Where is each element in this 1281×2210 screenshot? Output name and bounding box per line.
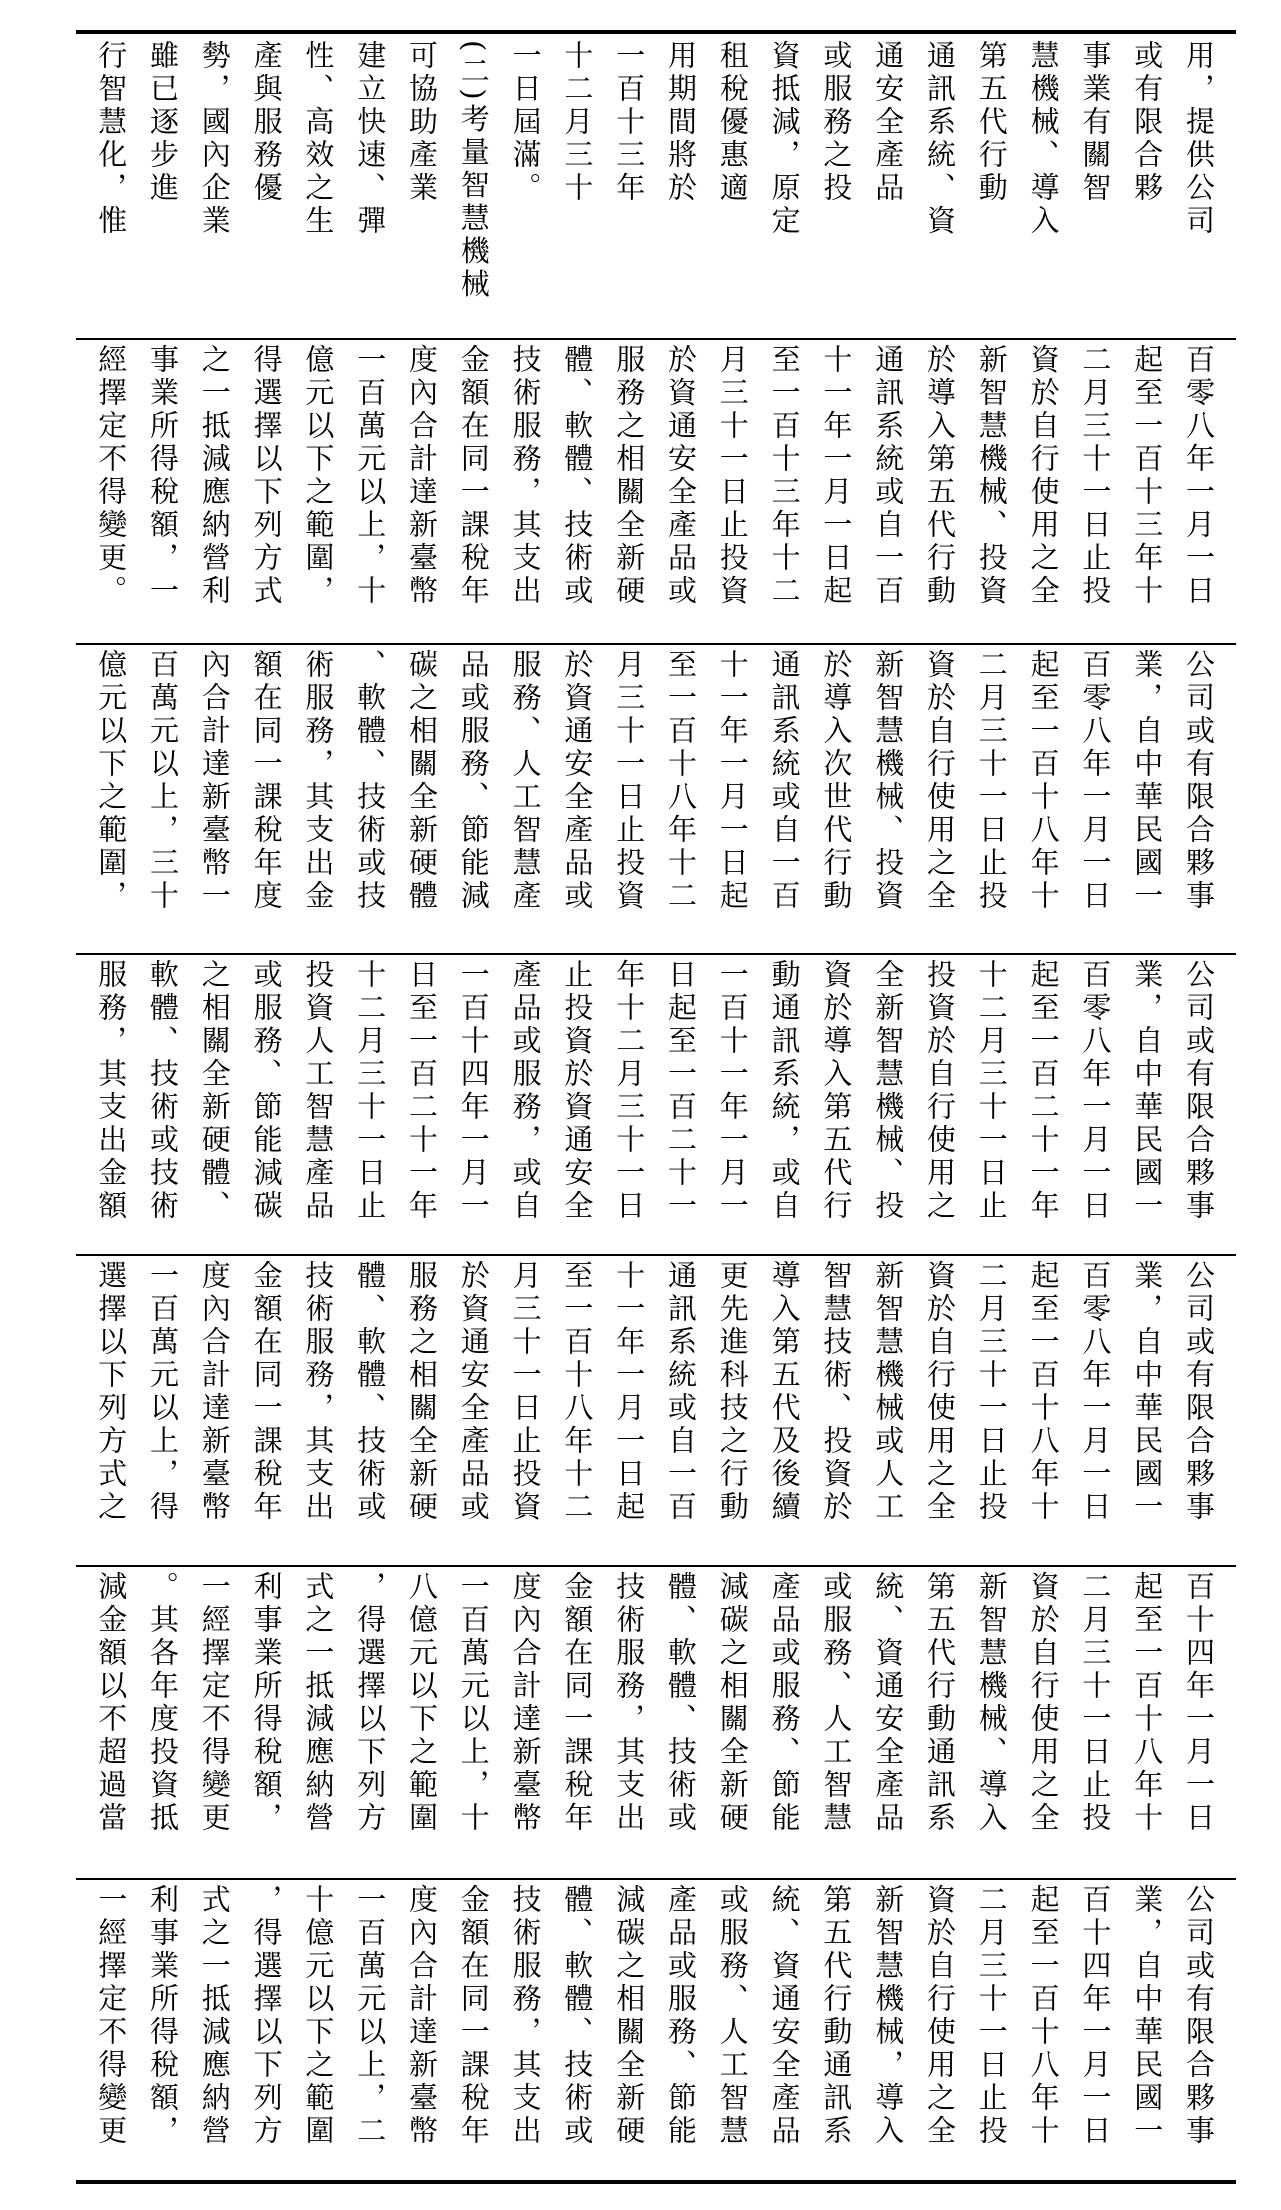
text-column: ，得選擇以下列方 (249, 1884, 284, 2148)
text-column: 資於自行使用之全 (1026, 1571, 1061, 1835)
text-column: 一百萬元以上，得 (146, 1260, 180, 1524)
text-column: 一百萬元以上，十 (456, 1571, 491, 1835)
text-cell (82, 1880, 1232, 2180)
text-column: 百零八年一月一日 (1182, 344, 1216, 608)
text-column: 技術服務，其支出 (508, 1884, 543, 2148)
text-column: 雖已逐步進 (146, 40, 180, 205)
text-column: 產品或服務、節能 (767, 1571, 802, 1835)
text-column: 一經擇定不得變更 (94, 1884, 129, 2148)
text-column: 月三十一日止投資 (715, 344, 750, 608)
text-column: 品或服務、節能減 (456, 649, 491, 913)
text-column: 新智慧機械、投資 (871, 649, 906, 913)
text-column: 一百萬元以上，二 (353, 1884, 388, 2148)
bottom-rule (76, 2180, 1236, 2184)
text-column: 。其各年度投資抵 (146, 1571, 180, 1835)
text-column: 技術服務，其支出 (612, 1571, 647, 1835)
text-column: 金額在同一課稅年 (560, 1571, 595, 1835)
text-column: 新智慧機械或人工 (871, 1260, 906, 1524)
text-column: 導入第五代及後續 (767, 1260, 802, 1524)
text-column: 起至一百十八年十 (1026, 1260, 1061, 1524)
text-column: 租稅優惠適 (715, 40, 750, 205)
text-column: 式之一抵減應納營 (197, 1884, 232, 2148)
text-column: 第五代行動通訊系 (923, 1571, 957, 1835)
text-column: 度內合計達新臺幣 (197, 1260, 232, 1524)
text-column: 新智慧機械，導入 (871, 1884, 906, 2148)
text-column: 金額在同一課稅年 (249, 1260, 284, 1524)
text-column: 行智慧化，惟 (94, 40, 129, 238)
text-column: 業，自中華民國一 (1130, 649, 1165, 913)
text-column: 智慧技術、投資於 (819, 1260, 854, 1524)
text-column: 第五代行動 (974, 40, 1009, 205)
text-column: 公司或有限合夥事 (1182, 1260, 1216, 1524)
text-column: 二月三十一日止投 (1078, 1571, 1113, 1835)
text-column: 百十四年一月一日 (1078, 1884, 1113, 2148)
text-cell (82, 36, 1232, 338)
text-cell (82, 955, 1232, 1254)
text-column: 起至一百十八年十 (1026, 649, 1061, 913)
text-column: 至一百十三年十二 (767, 344, 802, 608)
text-cell (82, 645, 1232, 953)
text-column: 業，自中華民國一 (1130, 1884, 1165, 2148)
text-column: ，得選擇以下列方 (353, 1571, 388, 1835)
text-column: 可協助產業 (405, 40, 439, 205)
text-column: 投資人工智慧產品 (301, 959, 336, 1223)
text-column: 勢，國內企業 (197, 40, 232, 238)
text-column: 十二月三十一日止 (353, 959, 388, 1223)
text-column: 新智慧機械、投資 (974, 344, 1009, 608)
text-column: 資於自行使用之全 (923, 649, 957, 913)
text-column: 百零八年一月一日 (1078, 649, 1113, 913)
text-column: 起至一百十八年十 (1130, 1571, 1165, 1835)
text-column: 通訊系統或自一百 (871, 344, 906, 608)
text-column: 通訊系統或自一百 (767, 649, 802, 913)
text-column: 減碳之相關全新硬 (612, 1884, 647, 2148)
text-column: (二)考量智慧機械 (456, 40, 491, 302)
text-column: 資於導入第五代行 (819, 959, 854, 1223)
text-column: 百萬元以上，三十 (146, 649, 180, 913)
text-column: 通訊系統或自一百 (664, 1260, 698, 1524)
text-column: 事業有關智 (1078, 40, 1113, 205)
text-column: 一百萬元以上，十 (353, 344, 388, 608)
text-column: 更先進科技之行動 (715, 1260, 750, 1524)
text-column: 金額在同一課稅年 (456, 344, 491, 608)
text-column: 於導入第五代行動 (923, 344, 957, 608)
text-column: 億元以下之範圍， (94, 649, 129, 913)
text-column: 選擇以下列方式之 (94, 1260, 129, 1524)
text-column: 產品或服務、節能 (664, 1884, 698, 2148)
text-column: 經擇定不得變更。 (94, 344, 129, 608)
text-column: 事業所得稅額，一 (146, 344, 180, 608)
text-column: 資於自行使用之全 (923, 1260, 957, 1524)
text-column: 八億元以下之範圍 (405, 1571, 439, 1835)
text-column: 二月三十一日止投 (974, 649, 1009, 913)
text-column: 資抵減，原定 (767, 40, 802, 238)
text-column: 利事業所得稅額， (146, 1884, 180, 2148)
text-column: 性、高效之生 (301, 40, 336, 238)
text-column: 慧機械、導入 (1026, 40, 1061, 238)
text-column: 日起至一百二十一 (664, 959, 698, 1223)
text-column: 體、軟體、技術或 (664, 1571, 698, 1835)
text-column: 至一百十八年十二 (664, 649, 698, 913)
text-column: 於資通安全產品或 (456, 1260, 491, 1524)
text-column: 日至一百二十一年 (405, 959, 439, 1223)
text-column: 通安全產品 (871, 40, 906, 205)
text-column: 之相關全新硬體、 (197, 959, 232, 1223)
text-column: 服務之相關全新硬 (612, 344, 647, 608)
text-column: 產品或服務，或自 (508, 959, 543, 1223)
text-column: 度內合計達新臺幣 (508, 1571, 543, 1835)
text-column: 百十四年一月一日 (1182, 1571, 1216, 1835)
text-column: 術服務，其支出金 (301, 649, 336, 913)
text-column: 二月三十一日止投 (974, 1260, 1009, 1524)
text-column: 業，自中華民國一 (1130, 959, 1165, 1223)
text-column: 月三十一日止投資 (612, 649, 647, 913)
text-column: 公司或有限合夥事 (1182, 959, 1216, 1223)
text-column: 體、軟體、技術或 (353, 1260, 388, 1524)
text-column: 年十二月三十一日 (612, 959, 647, 1223)
text-column: 服務之相關全新硬 (405, 1260, 439, 1524)
text-column: 十一年一月一日起 (612, 1260, 647, 1524)
text-column: 度內合計達新臺幣 (405, 344, 439, 608)
text-column: 起至一百十三年十 (1130, 344, 1165, 608)
text-column: 服務，其支出金額 (94, 959, 129, 1223)
text-column: 業，自中華民國一 (1130, 1260, 1165, 1524)
text-cell (82, 1256, 1232, 1565)
text-column: 通訊系統、資 (923, 40, 957, 238)
text-column: 內合計達新臺幣一 (197, 649, 232, 913)
text-column: 百零八年一月一日 (1078, 959, 1113, 1223)
text-column: 或有限合夥 (1130, 40, 1165, 205)
text-column: 統、資通安全產品 (767, 1884, 802, 2148)
text-column: 服務、人工智慧產 (508, 649, 543, 913)
text-column: 用期間將於 (664, 40, 698, 205)
text-cell (82, 1567, 1232, 1878)
text-column: 式之一抵減應納營 (301, 1571, 336, 1835)
text-column: 得選擇以下列方式 (249, 344, 284, 608)
text-column: 體、軟體、技術或 (560, 1884, 595, 2148)
text-column: 或服務、人工智慧 (715, 1884, 750, 2148)
text-column: 建立快速、彈 (353, 40, 388, 238)
text-column: 一百十四年一月一 (456, 959, 491, 1223)
text-column: 十一年一月一日起 (715, 649, 750, 913)
text-column: 或服務之投 (819, 40, 854, 205)
text-column: 一百十三年 (612, 40, 647, 205)
text-column: 月三十一日止投資 (508, 1260, 543, 1524)
text-column: 公司或有限合夥事 (1182, 1884, 1216, 2148)
text-column: 一經擇定不得變更 (197, 1571, 232, 1835)
text-column: 公司或有限合夥事 (1182, 649, 1216, 913)
text-cell (82, 340, 1232, 643)
text-column: 於導入次世代行動 (819, 649, 854, 913)
text-column: 起至一百十八年十 (1026, 1884, 1061, 2148)
text-column: 碳之相關全新硬體 (405, 649, 439, 913)
text-column: 技術服務，其支出 (508, 344, 543, 608)
text-column: 額在同一課稅年度 (249, 649, 284, 913)
text-column: 止投資於資通安全 (560, 959, 595, 1223)
text-column: 度內合計達新臺幣 (405, 1884, 439, 2148)
text-column: 產與服務優 (249, 40, 284, 205)
text-column: 於資通安全產品或 (560, 649, 595, 913)
text-column: 一百十一年一月一 (715, 959, 750, 1223)
text-column: 資於自行使用之全 (923, 1884, 957, 2148)
text-column: 二月三十一日止投 (974, 1884, 1009, 2148)
text-column: 或服務、節能減碳 (249, 959, 284, 1223)
text-column: 資於自行使用之全 (1026, 344, 1061, 608)
text-column: 體、軟體、技術或 (560, 344, 595, 608)
text-column: 或服務、人工智慧 (819, 1571, 854, 1835)
text-column: 用，提供公司 (1182, 40, 1216, 238)
text-column: 統、資通安全產品 (871, 1571, 906, 1835)
text-column: 減碳之相關全新硬 (715, 1571, 750, 1835)
text-column: 億元以下之範圍， (301, 344, 336, 608)
text-column: 起至一百二十一年 (1026, 959, 1061, 1223)
text-column: 、軟體、技術或技 (353, 649, 388, 913)
text-column: 百零八年一月一日 (1078, 1260, 1113, 1524)
text-column: 之一抵減應納營利 (197, 344, 232, 608)
text-column: 技術服務，其支出 (301, 1260, 336, 1524)
text-column: 金額在同一課稅年 (456, 1884, 491, 2148)
text-column: 利事業所得稅額， (249, 1571, 284, 1835)
text-column: 一日屆滿。 (508, 40, 543, 205)
text-column: 十一年一月一日起 (819, 344, 854, 608)
text-column: 十億元以下之範圍 (301, 1884, 336, 2148)
text-column: 至一百十八年十二 (560, 1260, 595, 1524)
text-column: 軟體、技術或技術 (146, 959, 180, 1223)
text-column: 第五代行動通訊系 (819, 1884, 854, 2148)
text-column: 新智慧機械、導入 (974, 1571, 1009, 1835)
text-column: 十二月三十 (560, 40, 595, 205)
text-column: 二月三十一日止投 (1078, 344, 1113, 608)
text-column: 減金額以不超過當 (94, 1571, 129, 1835)
text-column: 全新智慧機械、投 (871, 959, 906, 1223)
text-column: 於資通安全產品或 (664, 344, 698, 608)
text-column: 十二月三十一日止 (974, 959, 1009, 1223)
text-column: 投資於自行使用之 (923, 959, 957, 1223)
text-column: 動通訊系統，或自 (767, 959, 802, 1223)
top-rule (76, 30, 1236, 34)
